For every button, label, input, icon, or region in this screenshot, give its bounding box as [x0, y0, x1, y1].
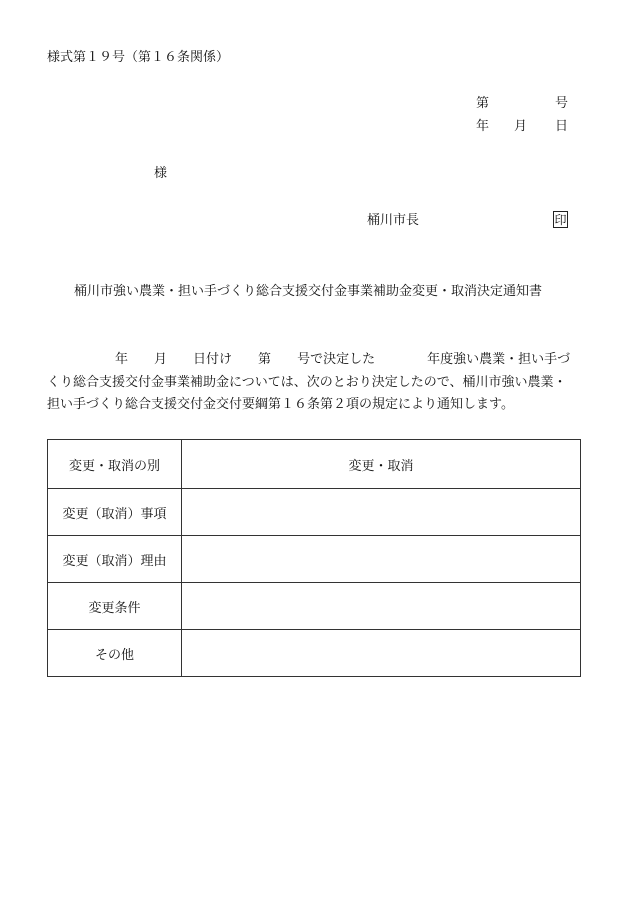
notice-body	[47, 349, 587, 417]
row-value	[182, 536, 581, 583]
body-year: 年	[115, 352, 129, 367]
table-row	[48, 440, 581, 489]
seal-stamp-box: 印	[554, 213, 567, 227]
row-label: 変更条件	[48, 583, 182, 630]
body-fiscal-year: 年度強い農業・担い手づ	[427, 352, 571, 367]
table-row	[48, 489, 581, 536]
row-label: 変更（取消）事項	[48, 489, 182, 536]
document-number-suffix: 号	[555, 96, 569, 111]
row-label: 変更・取消の別	[48, 440, 182, 489]
addressee-honorific: 様	[154, 166, 168, 181]
row-value: 変更・取消	[182, 440, 581, 489]
document-title: 桶川市強い農業・担い手づくり総合支援交付金事業補助金変更・取消決定通知書	[74, 284, 543, 299]
row-label: その他	[48, 630, 182, 677]
table-row	[48, 583, 581, 630]
date-day-label: 日	[555, 119, 569, 134]
row-value	[182, 489, 581, 536]
body-month: 月	[154, 352, 168, 367]
change-details-table	[47, 439, 581, 677]
issuer-title: 桶川市長	[367, 213, 420, 228]
body-number-suffix: 号で決定した	[297, 352, 376, 367]
row-value	[182, 583, 581, 630]
document-number-label: 第	[476, 96, 490, 111]
body-number-prefix: 第	[258, 352, 272, 367]
form-number: 様式第１９号（第１６条関係）	[47, 50, 230, 65]
table-row	[48, 630, 581, 677]
table-row	[48, 536, 581, 583]
body-line-1	[47, 349, 587, 372]
body-line-3: 担い手づくり総合支援交付金交付要綱第１６条第２項の規定により通知します。	[47, 397, 514, 412]
body-dated: 日付け	[193, 352, 233, 367]
body-line-2: くり総合支援交付金事業補助金については、次のとおり決定したので、桶川市強い農業・	[47, 374, 567, 390]
date-month-label: 月	[514, 119, 528, 134]
date-year-label: 年	[476, 119, 490, 134]
row-label: 変更（取消）理由	[48, 536, 182, 583]
row-value	[182, 630, 581, 677]
